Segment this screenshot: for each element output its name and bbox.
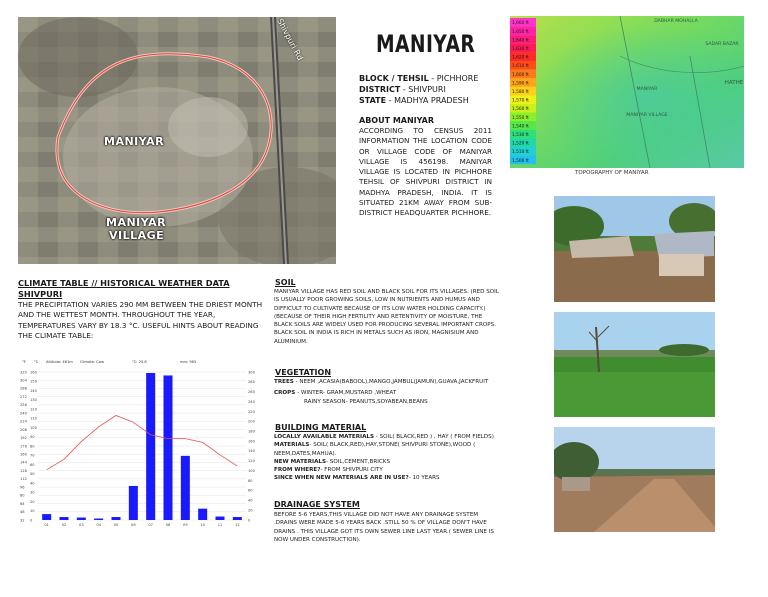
chart-tick-mm: 140 (248, 449, 255, 454)
chart-tick-f: 144 (20, 460, 27, 465)
crops-value-2: RAINY SEASON- PEANUTS,SOYABEAN,BEANS (304, 398, 428, 405)
chart-bar (94, 519, 103, 520)
chart-tick-f: 288 (20, 386, 27, 391)
chart-tick-f: 128 (20, 468, 27, 473)
chart-bar (42, 514, 51, 520)
chart-tick-c: 140 (30, 388, 37, 393)
climate-chart (18, 354, 258, 534)
chart-bar (233, 517, 242, 520)
topo-place-maniyar-village: MANIYAR VILLAGE (626, 113, 668, 118)
village-photo-dwellings (554, 196, 715, 302)
chart-tick-c: 40 (30, 481, 35, 486)
topography-caption: TOPOGRAPHY OF MANIYAR (575, 170, 649, 176)
chart-tick-mm: 300 (248, 370, 255, 375)
chart-bar (146, 373, 155, 520)
about-body: ACCORDING TO CENSUS 2011 INFORMATION THE LOCATION CODE OR VILLAGE CODE OF MANIYAR VILLAGE IS 456198. MANIYAR VILLAGE IS LOCATED IN PICHHORE TEHSIL OF SHIVPURI DISTRICT IN MADHYA PRADESH, INDIA. IT IS SITUATED 21KM AWAY FROM SUB-DISTRICT HEADQUARTER PICHHORE. (359, 126, 492, 218)
chart-tick-mm: 280 (248, 380, 255, 385)
chart-bar (198, 509, 207, 520)
materials-line (274, 441, 500, 458)
chart-tick-c: 0 (30, 518, 33, 523)
since-when-value: - 10 YEARS (408, 475, 440, 482)
chart-temperature-line (47, 416, 238, 470)
chart-tick-mm: 0 (248, 518, 251, 523)
chart-tick-f: 304 (20, 378, 27, 383)
chart-tick-f: 48 (20, 510, 25, 515)
chart-x-tick: 07 (148, 523, 153, 527)
vegetation-body (274, 378, 500, 406)
chart-tick-mm: 160 (248, 439, 255, 444)
topo-legend-label: 1,590 ft (512, 81, 529, 87)
chart-header-item: °C (34, 360, 39, 364)
chart-tick-f: 80 (20, 493, 25, 498)
road-label: Shivpuri Rd (275, 17, 305, 62)
topo-legend-label: 1,650 ft (512, 29, 529, 35)
block-line (359, 73, 494, 84)
topo-legend-label: 1,640 ft (512, 38, 529, 44)
chart-x-tick: 10 (200, 523, 205, 527)
vegetation-heading: VEGETATION (275, 368, 332, 377)
topo-place-dabhar: DABHAR MOHALLA (654, 19, 698, 24)
chart-bar (181, 456, 190, 520)
chart-tick-f: 208 (20, 427, 27, 432)
chart-tick-mm: 220 (248, 409, 255, 414)
about-heading: ABOUT MANIYAR (359, 116, 435, 125)
chart-x-tick: 09 (183, 523, 188, 527)
from-where-value: - FROM SHIVPURI CITY (320, 467, 383, 474)
chart-tick-c: 100 (30, 425, 37, 430)
chart-tick-f: 32 (20, 518, 25, 523)
chart-tick-c: 60 (30, 462, 35, 467)
topo-legend-label: 1,610 ft (512, 64, 529, 70)
chart-bar (111, 517, 120, 520)
chart-tick-mm: 260 (248, 390, 255, 395)
chart-tick-f: 112 (20, 477, 27, 482)
trees-key: TREES (274, 379, 294, 385)
block-value: - PICHHORE (428, 74, 479, 83)
block-key: BLOCK / TEHSIL (359, 74, 429, 83)
chart-tick-mm: 120 (248, 459, 255, 464)
state-line (359, 95, 494, 106)
chart-tick-mm: 20 (248, 508, 253, 513)
topography-map (510, 16, 744, 168)
topo-place-sadar: SADAR BAZAR (705, 42, 739, 47)
chart-header-item: Altitude: 461m (46, 360, 73, 364)
chart-x-tick: 06 (131, 523, 136, 527)
chart-tick-c: 10 (30, 509, 35, 514)
location-info (359, 73, 494, 106)
chart-x-tick: 01 (44, 523, 49, 527)
chart-x-tick: 11 (217, 523, 223, 527)
state-value: - MADHYA PRADESH (386, 96, 469, 105)
chart-tick-mm: 80 (248, 478, 253, 483)
climate-body: THE PRECIPITATION VARIES 290 MM BETWEEN THE DRIEST MONTH AND THE WETTEST MONTH. THROUGHOUT THE YEAR, TEMPERATURES VARY BY 18.3 °C. USEFUL HINTS ABOUT READING THE CLIMATE TABLE: (18, 300, 263, 341)
drainage-heading: DRAINAGE SYSTEM (274, 500, 360, 509)
topo-legend-label: 1,540 ft (512, 124, 529, 130)
chart-tick-f: 64 (20, 501, 25, 506)
crops-value-1: - WINTER- GRAM,MUSTARD ,WHEAT (295, 390, 397, 397)
chart-bar (163, 375, 172, 520)
chart-bar (77, 518, 86, 520)
chart-x-tick: 02 (61, 523, 67, 527)
chart-tick-c: 120 (30, 407, 37, 412)
chart-x-tick: 08 (165, 523, 171, 527)
local-materials-line (274, 433, 500, 441)
topo-legend-label: 1,630 ft (512, 47, 529, 52)
chart-tick-mm: 240 (248, 399, 255, 404)
chart-x-tick: 12 (235, 523, 240, 527)
since-when-line (274, 474, 500, 482)
page-title: MANIYAR (376, 30, 476, 58)
crops-key: CROPS (274, 390, 296, 397)
chart-tick-f: 224 (20, 419, 27, 424)
topo-place-hathe: HATHE (724, 80, 744, 86)
trees-value: - NEEM ,ACASIA(BABOOL),MANGO,JAMBUL(JAMUN),GUAVA,JACKFRUIT (293, 379, 489, 385)
chart-x-tick: 03 (79, 523, 84, 527)
district-line (359, 84, 494, 95)
village-photo-road (554, 427, 715, 532)
chart-tick-mm: 100 (248, 468, 255, 473)
chart-tick-f: 96 (20, 485, 25, 490)
chart-header-item: °F (22, 360, 26, 364)
materials-value: - SOIL( BLACK,RED),HAY,STONE( SHIVPURI STONE),WOOD ( NEEM,DATES,MAHUA). (274, 442, 476, 457)
chart-tick-mm: 200 (248, 419, 255, 424)
building-heading: BUILDING MATERIAL (275, 423, 367, 432)
local-materials-key: LOCALLY AVAILABLE MATERIALS (274, 434, 375, 440)
new-materials-key: NEW MATERIALS (274, 458, 327, 465)
topo-legend-label: 1,570 ft (512, 98, 529, 104)
materials-key: MATERIALS (274, 442, 310, 449)
chart-header-item: Climate: Cwa (80, 360, 104, 364)
map-label-maniyar: MANIYAR (104, 135, 165, 148)
soil-heading: SOIL (275, 278, 296, 287)
chart-x-tick: 05 (113, 523, 119, 527)
new-materials-value: - SOIL,CEMENT,BRICKS (326, 458, 391, 465)
chart-tick-c: 160 (30, 370, 37, 375)
district-value: - SHIVPURI (400, 85, 446, 94)
chart-tick-c: 90 (30, 435, 35, 440)
topo-legend-label: 1,550 ft (512, 115, 529, 121)
crops-line-2 (274, 398, 500, 406)
chart-tick-mm: 60 (248, 488, 253, 493)
crops-line (274, 389, 500, 397)
state-key: STATE (359, 96, 387, 105)
drainage-body: BEFORE 5-6 YEARS,THIS VILLAGE DID NOT HAVE ANY DRAINAGE SYSTEM .DRAINS WERE MADE 5-6 YEARS BACK .STILL 50 % OF VILLAGE DON'T HAVE DRAINS . THIS VILLAGE GOT ITS OWN SEWER LINE LAST YEAR.( SEWER LINE IS NOW UNDER CONSTRUCTION). (274, 512, 494, 543)
soil-body: MANIYAR VILLAGE HAS RED SOIL AND BLACK SOIL FOR ITS VILLAGES. (RED SOIL IS USUALLY POOR GROWING SOILS, LOW IN NUTRIENTS AND HUMUS AND DIFFICULT TO CULTIVATE BECAUSE OF ITS LOW WATER HOLDING CAPACITY.) (BECAUSE OF THEIR HIGH FERTILITY AND RETENTIVITY OF MOISTURE, THE BLACK SOILS ARE WIDELY USED FOR PRODUCING SEVERAL IMPORTANT CROPS. BLACK SOIL IN INDIA IS RICH IN METALS SUCH AS IRON, MAGNISIUM AND ALUMINIUM. (274, 289, 499, 345)
chart-tick-mm: 40 (248, 498, 253, 503)
chart-tick-f: 320 (20, 370, 27, 375)
chart-tick-c: 70 (30, 453, 35, 458)
village-photo-fields (554, 312, 715, 417)
topo-legend-label: 1,580 ft (512, 90, 529, 95)
chart-bar (59, 517, 68, 520)
from-where-key: FROM WHERE? (274, 467, 321, 474)
since-when-key: SINCE WHEN NEW MATERIALS ARE IN USE? (274, 475, 409, 482)
chart-tick-f: 176 (20, 444, 27, 449)
local-materials-value: - SOIL( BLACK,RED ) , HAY ( FROM FIELDS) (374, 434, 494, 440)
climate-heading: CLIMATE TABLE // HISTORICAL WEATHER DATA SHIVPURI (18, 278, 230, 299)
topo-legend-label: 1,620 ft (512, 55, 529, 61)
topo-legend-label: 1,600 ft (512, 72, 529, 78)
chart-header-item: °C: 25.8 (132, 360, 147, 364)
chart-bar (215, 517, 224, 520)
chart-tick-f: 192 (20, 436, 27, 441)
topo-legend-label: 1,520 ft (512, 141, 529, 147)
chart-bar (129, 486, 138, 520)
topo-legend-label: 1,500 ft (512, 158, 529, 164)
chart-tick-mm: 180 (248, 429, 255, 434)
trees-line (274, 378, 500, 386)
chart-tick-f: 272 (20, 394, 27, 399)
chart-tick-f: 240 (20, 411, 27, 416)
chart-tick-c: 130 (30, 398, 37, 403)
chart-tick-c: 30 (30, 490, 35, 495)
district-key: DISTRICT (359, 85, 401, 94)
from-where-line (274, 466, 500, 474)
chart-tick-c: 20 (30, 499, 35, 504)
new-materials-line (274, 458, 500, 466)
chart-tick-c: 80 (30, 444, 35, 449)
chart-tick-c: 150 (30, 379, 37, 384)
satellite-map (18, 17, 336, 264)
topo-legend-label: 1,510 ft (512, 150, 529, 156)
map-label-village-line2: VILLAGE (109, 229, 165, 242)
chart-x-tick: 04 (96, 523, 101, 527)
chart-tick-c: 50 (30, 472, 35, 477)
map-label-village-line1: MANIYAR (106, 216, 167, 229)
topo-legend-label: 1,530 ft (512, 133, 529, 138)
topo-legend-label: 1,660 ft (512, 21, 529, 27)
chart-tick-f: 256 (20, 403, 27, 408)
chart-header-item: mm: 963 (180, 360, 197, 364)
chart-tick-c: 110 (30, 416, 37, 421)
topo-place-maniyar: MANIYAR (636, 87, 658, 92)
building-body (274, 433, 500, 483)
chart-tick-f: 160 (20, 452, 27, 457)
topo-legend-label: 1,560 ft (512, 107, 529, 113)
